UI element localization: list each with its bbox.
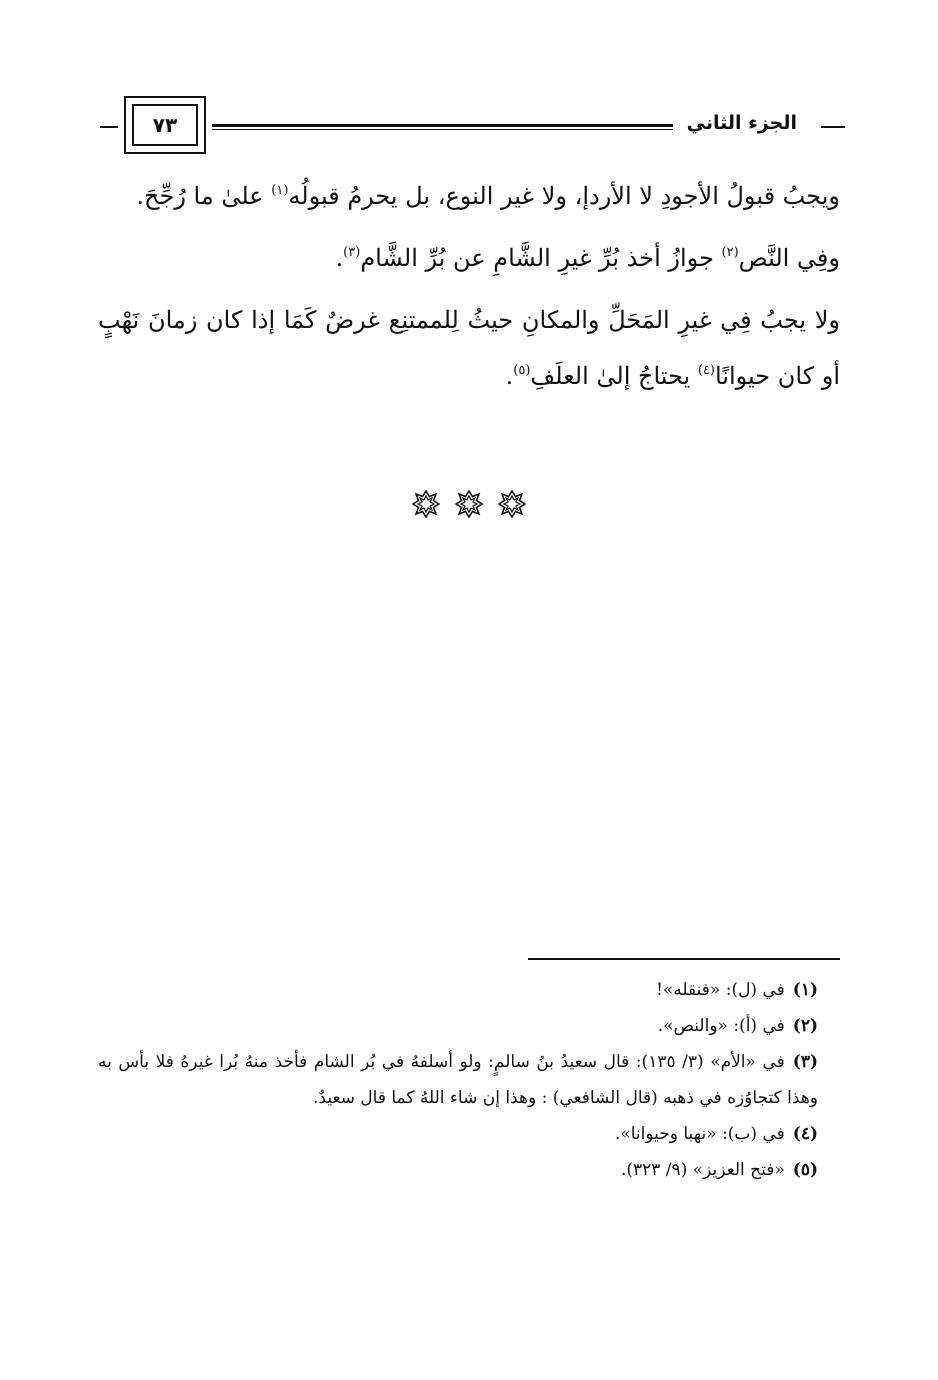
footnote [98,972,840,1008]
text-span: علىٰ ما رُجِّحَ. [136,182,272,210]
text-span: جوازُ أخذ بُرِّ غيرِ الشَّامِ عن بُرِّ الشَّام [360,244,722,272]
footnote-ref: (٢) [721,245,739,260]
part-title: الجزء الثاني [686,112,797,134]
footnote-number: (١) [792,980,818,1000]
text-span: ولا يجبُ فِي غيرِ المَحَلِّ والمكانِ حيثُ لِلممتنِع غرضٌ كَمَا إذا كان زمانَ نَهْبٍ أو كان حيوانًا [98,306,840,390]
footnote-number: (٤) [792,1124,818,1144]
paragraph [98,168,840,224]
star-ornament-icon [498,490,526,518]
footnote-text: في (ل): «فنقله»! [656,980,785,1000]
footnote-separator [528,958,840,960]
page-number-frame [124,96,206,154]
footnote-ref: (٥) [513,363,531,378]
footnote-text: «فتح العزيز» (٩/ ٣٢٣). [620,1160,785,1180]
footnote-number: (٣) [792,1052,819,1072]
section-end-ornaments [0,490,938,522]
header-dash [100,126,118,128]
footnote-text: في (ب): «نهبا وحيوانا». [614,1124,785,1144]
header-rule [212,124,673,130]
footnote [98,1152,840,1188]
text-span: ويجبُ قبولُ الأجودِ لا الأردإ، ولا غير النوع، بل يحرمُ قبولُه [288,182,840,210]
footnote-ref: (٤) [697,363,715,378]
footnote-number: (٢) [792,1016,818,1036]
footnote-number: (٥) [792,1160,818,1180]
footnote [98,1116,840,1152]
text-span: يحتاجُ إلىٰ العلَفِ [530,362,698,390]
footnote-text: في (أ): «والنص». [657,1016,785,1036]
star-ornament-icon [455,490,483,518]
text-span: . [335,244,344,272]
text-span: وفِي النَّص [738,244,840,272]
footnotes [98,972,840,1188]
header-dash [821,126,845,128]
footnote-ref: (٣) [343,245,361,260]
star-ornament-icon [412,490,440,518]
footnote [98,1008,840,1044]
paragraph [98,292,840,404]
footnote-ref: (١) [271,183,289,198]
main-text [98,168,840,410]
text-span: . [505,362,514,390]
running-header [100,96,845,156]
paragraph [98,230,840,286]
footnote [98,1044,840,1116]
page-number: ٧٣ [132,104,198,146]
footnote-text: في «الأم» (٣/ ١٣٥): قال سعيدُ بنُ سالمٍ: ولو أسلفهُ في بُر الشام فأخذ منهُ بُرا غيرهُ فلا بأس به وهذا كتجاوُزه في ذهبه (قال الشافعي) : وهذا إن شاء اللهُ كما قال سعيدٌ. [98,1052,818,1108]
